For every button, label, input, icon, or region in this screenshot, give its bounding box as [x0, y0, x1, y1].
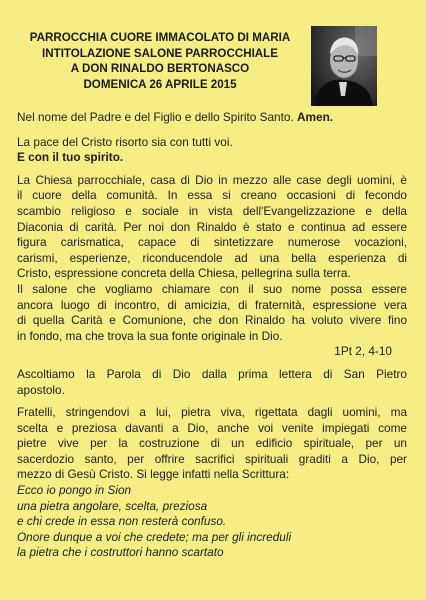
paragraph-salone — [17, 282, 407, 344]
paragraph-line: Diaconia di carità. Per noi don Rinaldo è stato e continua ad essere — [17, 219, 407, 234]
sign-of-cross-text: Nel nome del Padre e del Figlio e dello Spirito Santo. — [17, 110, 294, 124]
quote-line: e chi crede in essa non resterà confuso. — [17, 514, 227, 529]
sign-of-cross — [17, 110, 407, 126]
paragraph-line: Cristo, espressione concreta della Chiesa, pellegrina sulla terra. — [17, 266, 351, 281]
paragraph-line: mezzo di Gesù Cristo. Si legge infatti nella Scrittura: — [17, 467, 290, 482]
scripture-quote — [17, 483, 407, 561]
scripture-reference: 1Pt 2, 4-10 — [334, 344, 392, 359]
quote-line: una pietra angolare, scelta, preziosa — [17, 498, 208, 513]
header-date: DOMENICA 26 APRILE 2015 — [83, 77, 237, 91]
paragraph-line: di quella Carità e Comunione, che don Rinaldo ha voluto vivere fino — [17, 313, 407, 328]
paragraph-line: pietre vive per la costruzione di un edificio spirituale, per un — [17, 436, 407, 451]
paragraph-line: figura carismatica, capace di sintetizzare numerose vocazioni, — [17, 235, 407, 250]
quote-line: Onore dunque a voi che credete; ma per gli increduli — [17, 529, 292, 544]
portrait-image — [311, 26, 377, 106]
paragraph-church — [17, 173, 407, 282]
quote-line: la pietra che i costruttori hanno scartato — [17, 545, 224, 560]
quote-line: Ecco io pongo in Sion — [17, 483, 132, 498]
greeting-response: E con il tuo spirito. — [17, 150, 124, 165]
paragraph-line: La Chiesa parrocchiale, casa di Dio in mezzo alle case degli uomini, è — [17, 172, 407, 187]
paragraph-line: in fondo, ma che trova la sua fonte originale in Dio. — [17, 328, 283, 343]
paragraph-line: carismi, esperienze, riconducendole ad una bella esperienza di — [17, 250, 407, 265]
paragraph-line: apostolo. — [17, 382, 65, 397]
greeting: La pace del Cristo risorto sia con tutti voi. — [17, 134, 233, 149]
reading-text — [17, 405, 407, 483]
paragraph-line: sacerdozio santo, per offrire sacrifici spirituali graditi a Dio, per — [17, 451, 407, 466]
header-parish: PARROCCHIA CUORE IMMACOLATO DI MARIA — [29, 31, 291, 44]
paragraph-line: scelta e preziosa davanti a Dio, anche voi venite impiegati come — [17, 420, 407, 435]
paragraph-line: il cuore della comunità. In essa si creano occasioni di fecondo — [17, 188, 407, 203]
paragraph-line: Il salone che vogliamo chiamare con il suo nome possa essere — [17, 281, 407, 296]
reading-intro — [17, 367, 407, 398]
paragraph-line: Fratelli, stringendovi a lui, pietra viva, rigettata dagli uomini, ma — [17, 405, 407, 420]
amen-response: Amen. — [297, 110, 334, 124]
document-header — [20, 30, 300, 92]
paragraph-line: ancora luogo di incontro, di amicizia, di fraternità, espressione vera — [17, 297, 407, 312]
document-body — [17, 110, 407, 561]
paragraph-line: scambio religioso e sociale in vista dell'Evangelizzazione e della — [17, 203, 407, 218]
paragraph-line: Ascoltiamo la Parola di Dio dalla prima lettera di San Pietro — [17, 366, 407, 381]
header-event: INTITOLAZIONE SALONE PARROCCHIALE — [42, 46, 278, 60]
portrait-photo — [311, 26, 377, 106]
header-dedicatee: A DON RINALDO BERTONASCO — [70, 62, 250, 75]
